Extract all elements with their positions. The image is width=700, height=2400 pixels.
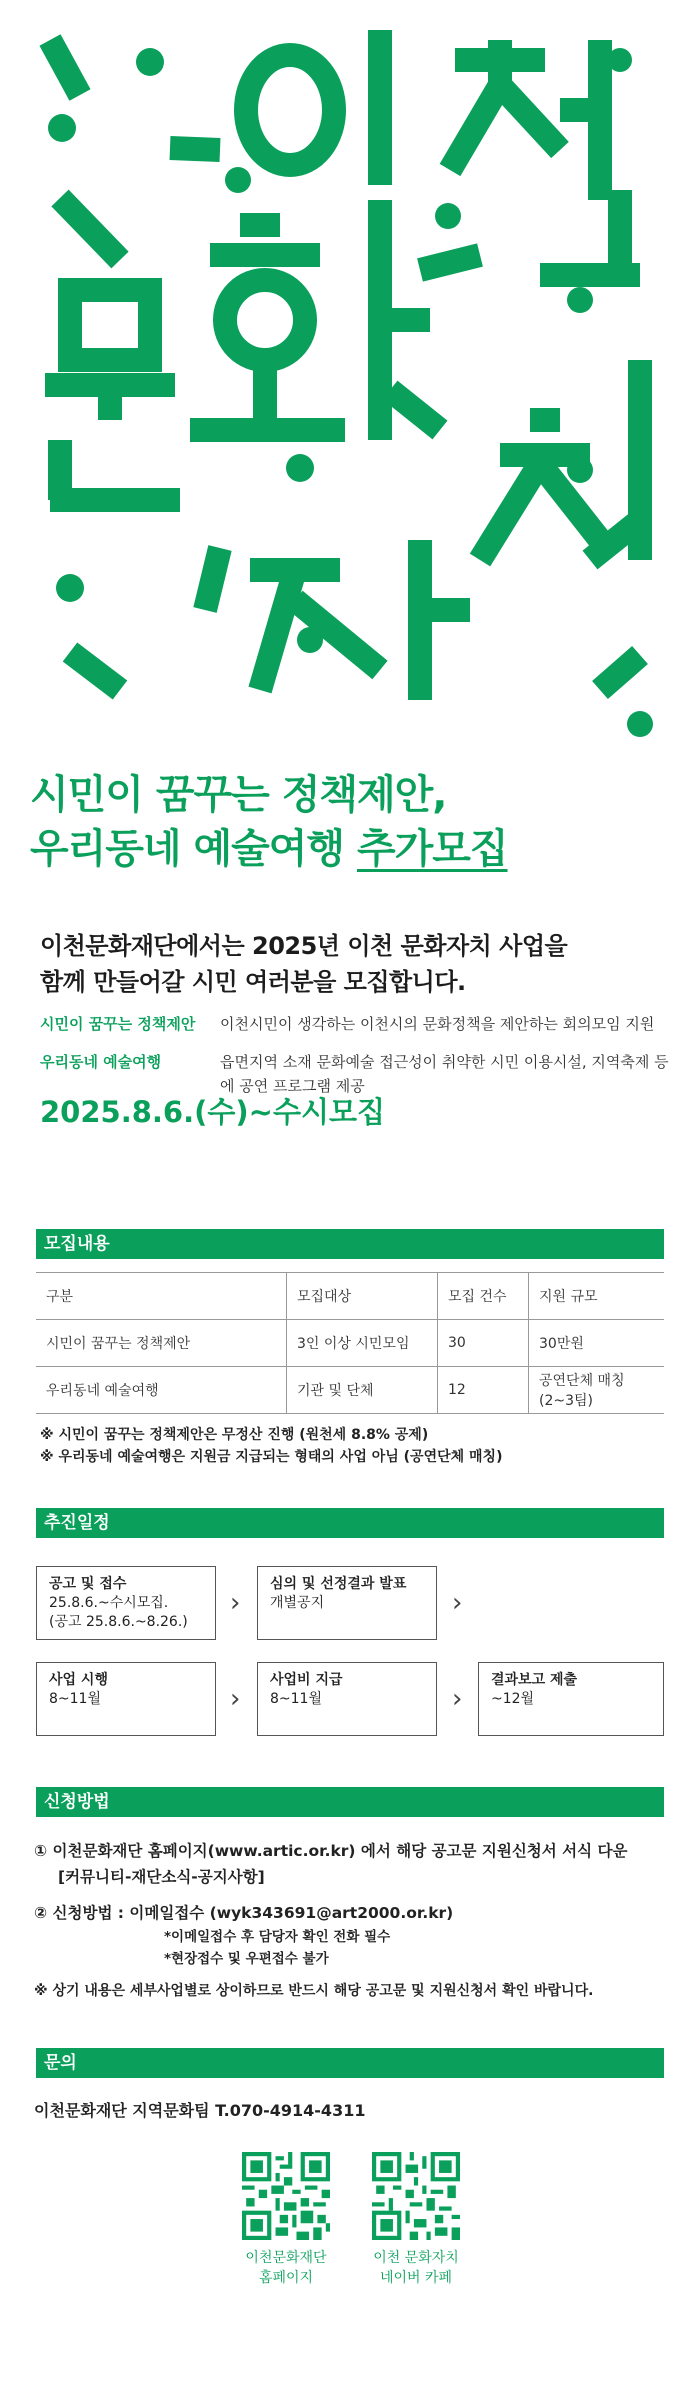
headline xyxy=(30,768,508,876)
chevron-right-icon: › xyxy=(230,1588,241,1618)
hero-typography-art xyxy=(0,0,700,760)
table-cell: 공연단체 매칭 (2~3팀) xyxy=(529,1367,665,1414)
decor-dash xyxy=(170,148,220,150)
schedule-step xyxy=(478,1662,664,1736)
program-item xyxy=(40,1012,670,1036)
step-detail: 8~11월 xyxy=(49,1691,101,1707)
qr-label-line: 이천문화재단 xyxy=(245,2250,327,2266)
table-row xyxy=(36,1320,664,1367)
chevron-right-icon: › xyxy=(230,1684,241,1714)
qr-label xyxy=(356,2248,476,2288)
program-name: 시민이 꿈꾸는 정책제안 xyxy=(40,1015,196,1033)
apply-item1-path: [커뮤니티-재단소식-공지사항] xyxy=(58,1868,265,1886)
apply-item2-sub: *현장접수 및 우편접수 불가 xyxy=(164,1951,329,1967)
program-desc: 읍면지역 소재 문화예술 접근성이 취약한 시민 이용시설, 지역축제 등에 공연 프로그램 제공 xyxy=(220,1053,669,1095)
section-heading-recruit: 모집내용 xyxy=(36,1229,664,1259)
decor-dash xyxy=(70,652,120,690)
table-cell: 시민이 꿈꾸는 정책제안 xyxy=(36,1320,287,1367)
step-title: 심의 및 선정결과 발표 xyxy=(270,1576,407,1592)
schedule-step xyxy=(36,1662,216,1736)
recruit-period: 2025.8.6.(수)~수시모집 xyxy=(40,1095,385,1129)
table-row xyxy=(36,1367,664,1414)
chevron-right-icon: › xyxy=(452,1684,463,1714)
qr-label-line: 네이버 카페 xyxy=(379,2270,453,2286)
table-header-cell: 모집 건수 xyxy=(438,1273,529,1320)
qr-code-naver-cafe-icon[interactable] xyxy=(372,2152,460,2240)
headline-accent: 추가모집 xyxy=(356,826,508,872)
table-cell: 기관 및 단체 xyxy=(287,1367,438,1414)
section-heading-apply: 신청방법 xyxy=(36,1787,664,1817)
step-title: 사업 시행 xyxy=(49,1672,108,1688)
step-detail: 25.8.6.~수시모집. xyxy=(49,1595,169,1611)
decor-dash xyxy=(205,548,220,610)
decor-dot xyxy=(56,574,84,602)
step-detail: 8~11월 xyxy=(270,1691,322,1707)
recruit-table xyxy=(36,1272,664,1414)
note-line: ※ 우리동네 예술여행은 지원금 지급되는 형태의 사업 아님 (공연단체 매칭) xyxy=(40,1449,503,1465)
table-header-cell: 지원 규모 xyxy=(529,1273,665,1320)
decor-dot xyxy=(286,454,314,482)
headline-line2-main: 우리동네 예술여행 xyxy=(30,826,345,872)
chevron-right-icon: › xyxy=(452,1588,463,1618)
step-title: 사업비 지급 xyxy=(270,1672,343,1688)
decor-dash xyxy=(50,40,80,95)
decor-dot xyxy=(567,287,593,313)
apply-item1: ① 이천문화재단 홈페이지(www.artic.or.kr) 에서 해당 공고문 지원신청서 서식 다운 xyxy=(34,1842,628,1860)
step-detail: ~12월 xyxy=(491,1691,535,1707)
decor-dash xyxy=(420,255,480,270)
decor-dot xyxy=(136,48,164,76)
section-heading-schedule: 추진일정 xyxy=(36,1508,664,1538)
note-line: ※ 시민이 꿈꾸는 정책제안은 무정산 진행 (원천세 8.8% 공제) xyxy=(40,1427,429,1443)
decor-dash xyxy=(60,198,120,260)
headline-line1: 시민이 꿈꾸는 정책제안, xyxy=(30,772,447,818)
apply-item2-sub: *이메일접수 후 담당자 확인 전화 필수 xyxy=(164,1929,391,1945)
qr-label-line: 홈페이지 xyxy=(258,2270,314,2286)
table-header-cell: 모집대상 xyxy=(287,1273,438,1320)
apply-instructions xyxy=(34,1838,627,1970)
section-heading-inquiry: 문의 xyxy=(36,2048,664,2078)
decor-dash xyxy=(600,655,640,690)
table-cell: 3인 이상 시민모임 xyxy=(287,1320,438,1367)
program-name: 우리동네 예술여행 xyxy=(40,1053,162,1071)
apply-note: ※ 상기 내용은 세부사업별로 상이하므로 반드시 해당 공고문 및 지원신청서 확인 바랍니다. xyxy=(34,1983,594,1999)
contact-info: 이천문화재단 지역문화팀 T.070-4914-4311 xyxy=(34,2101,366,2120)
intro-line2: 함께 만들어갈 시민 여러분을 모집합니다. xyxy=(40,968,466,996)
schedule-step xyxy=(257,1662,437,1736)
decor-dot xyxy=(627,711,653,737)
table-header-cell: 구분 xyxy=(36,1273,287,1320)
decor-dot xyxy=(435,203,461,229)
recruit-notes xyxy=(40,1424,502,1468)
program-desc: 이천시민이 생각하는 이천시의 문화정책을 제안하는 회의모임 지원 xyxy=(220,1015,655,1033)
table-cell: 12 xyxy=(438,1367,529,1414)
intro-text xyxy=(40,928,567,1000)
glyph-i-circle xyxy=(246,55,334,165)
qr-label-line: 이천 문화자치 xyxy=(373,2250,459,2266)
decor-dot xyxy=(48,114,76,142)
step-detail: (공고 25.8.6.~8.26.) xyxy=(49,1614,188,1630)
step-title: 공고 및 접수 xyxy=(49,1576,127,1592)
table-header-row xyxy=(36,1273,664,1320)
headline-line2 xyxy=(30,822,508,876)
apply-item2: ② 신청방법 : 이메일접수 (wyk343691@art2000.or.kr) xyxy=(34,1904,454,1922)
decor-dash xyxy=(390,390,440,430)
step-detail: 개별공지 xyxy=(270,1595,325,1611)
schedule-step xyxy=(257,1566,437,1640)
step-title: 결과보고 제출 xyxy=(491,1672,578,1688)
qr-code-homepage-icon[interactable] xyxy=(242,2152,330,2240)
intro-line1: 이천문화재단에서는 2025년 이천 문화자치 사업을 xyxy=(40,932,568,960)
decor-dot xyxy=(225,167,251,193)
table-cell: 30만원 xyxy=(529,1320,665,1367)
qr-label xyxy=(226,2248,346,2288)
schedule-step xyxy=(36,1566,216,1640)
table-cell: 우리동네 예술여행 xyxy=(36,1367,287,1414)
table-cell: 30 xyxy=(438,1320,529,1367)
